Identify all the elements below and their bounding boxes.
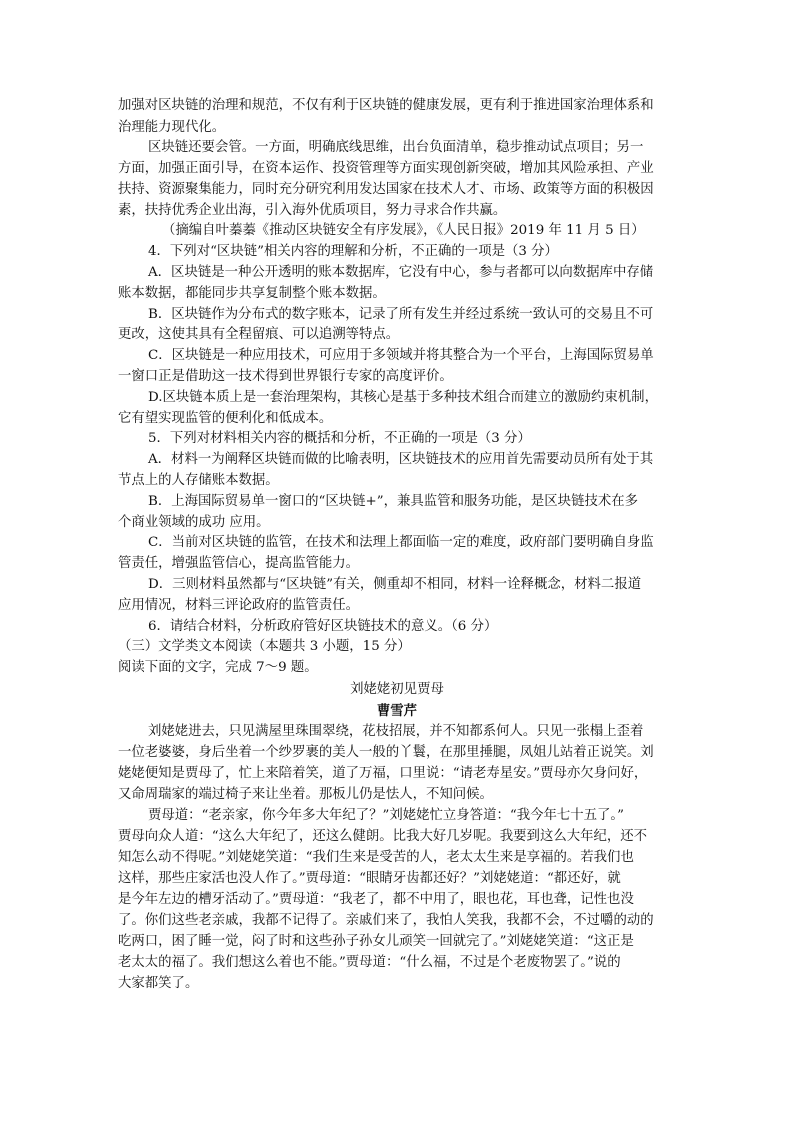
- question-6: 6．请结合材料，分析政府管好区块链技术的意义。（6 分）: [148, 619, 498, 634]
- text-line: 贾母道：“老亲家，你今年多大年纪了？”刘姥姥忙立身答道：“我今年七十五了。”: [148, 808, 624, 823]
- text-line: 应用情况，材料三评论政府的监管责任。: [118, 598, 360, 613]
- option-c: C．当前对区块链的监管，在技术和法理上都面临一定的难度，政府部门要明确自身监: [148, 535, 654, 550]
- text-line: 姥姥便知是贾母了，忙上来陪着笑，道了万福，口里说：“请老寿星安。”贾母亦欠身问好，: [118, 766, 648, 781]
- text-line: 管责任，增强监管信心，提高监管能力。: [118, 556, 360, 571]
- text-line: 大家都笑了。: [118, 976, 199, 991]
- story-title: 刘姥姥初见贾母: [350, 682, 444, 697]
- text-line: 区块链还要会管。一方面，明确底线思维，出台负面清单，稳步推动试点项目；另一: [148, 140, 644, 155]
- text-line: 一位老婆婆，身后坐着一个纱罗裹的美人一般的丫鬟，在那里捶腿，凤姐儿站着正说笑。刘: [118, 745, 654, 760]
- text-line: 个商业领域的成功 应用。: [118, 515, 270, 530]
- text-line: 吃两口，困了睡一觉，闷了时和这些孙子孙女儿顽笑一回就完了。”刘姥姥笑道：“这正是: [118, 934, 634, 949]
- option-b: B．上海国际贸易单一窗口的“区块链+”，兼具监管和服务功能，是区块链技术在多: [148, 494, 639, 509]
- text-line: 账本数据，都能同步共享复制整个账本数据。: [118, 286, 386, 301]
- text-line: 是今年左边的槽牙活动了。”贾母道：“我老了，都不中用了，眼也花，耳也聋，记性也没: [118, 892, 634, 907]
- option-d: D．三则材料虽然都与“区块链”有关，侧重却不相同，材料一诠释概念，材料二报道: [148, 577, 642, 592]
- text-line: 加强对区块链的治理和规范，不仅有利于区块链的健康发展，更有利于推进国家治理体系和: [118, 98, 654, 113]
- text-line: 知怎么动不得呢。”刘姥姥笑道：“我们生来是受苦的人，老太太生来是享福的。若我们也: [118, 850, 634, 865]
- text-line: 它有望实现监管的便利化和低成本。: [118, 411, 333, 426]
- text-line: 一窗口正是借助这一技术得到世界银行专家的高度评价。: [118, 369, 453, 384]
- text-line: 刘姥姥进去，只见满屋里珠围翠绕，花枝招展，并不知都系何人。只见一张榻上歪着: [148, 724, 644, 739]
- section-heading: （三）文学类文本阅读（本题共 3 小题，15 分）: [118, 639, 411, 654]
- instruction: 阅读下面的文字，完成 7～9 题。: [118, 660, 318, 675]
- story-author: 曹雪芹: [376, 703, 418, 719]
- text-line: 这样，那些庄家活也没人作了。”贾母道：“眼睛牙齿都还好？”刘姥姥道：“都还好，就: [118, 871, 621, 886]
- question-5: 5．下列对材料相关内容的概括和分析，不正确的一项是（3 分）: [148, 431, 531, 446]
- text-line: 节点上的人存储账本数据。: [118, 473, 279, 488]
- option-a: A．材料一为阐释区块链而做的比喻表明，区块链技术的应用首先需要动员所有处于其: [148, 452, 654, 467]
- option-d: D.区块链本质上是一套治理架构，其核心是基于多种技术组合而建立的激励约束机制，: [148, 390, 658, 405]
- text-line: 治理能力现代化。: [118, 120, 226, 135]
- text-line: 贾母向众人道：“这么大年纪了，还这么健朗。比我大好几岁呢。我要到这么大年纪，还不: [118, 829, 648, 844]
- text-line: 了。你们这些老亲戚，我都不记得了。亲戚们来了，我怕人笑我，我都不会，不过嚼的动的: [118, 913, 654, 928]
- text-line: 扶持、资源聚集能力，同时充分研究利用发达国家在技术人才、市场、政策等方面的积极因: [118, 182, 654, 197]
- option-c: C．区块链是一种应用技术，可应用于多领域并将其整合为一个平台，上海国际贸易单: [148, 348, 654, 363]
- text-line: 老太太的福了。我们想这么着也不能。”贾母道：“什么福，不过是个老废物罢了。”说的: [118, 955, 621, 970]
- text-line: 方面，加强正面引导，在资本运作、投资管理等方面实现创新突破，增加其风险承担、产业: [118, 161, 654, 176]
- text-line: 素，扶持优秀企业出海，引入海外优质项目，努力寻求合作共赢。: [118, 203, 507, 218]
- source-citation: （摘编自叶蓁蓁《推动区块链安全有序发展》，《人民日报》2019 年 11 月 5 日）: [162, 223, 645, 238]
- question-4: 4．下列对“区块链”相关内容的理解和分析，不正确的一项是（3 分）: [148, 244, 558, 259]
- option-b: B．区块链作为分布式的数字账本，记录了所有发生并经过系统一致认可的交易且不可: [148, 307, 654, 322]
- option-a: A．区块链是一种公开透明的账本数据库，它没有中心，参与者都可以向数据库中存储: [148, 265, 654, 280]
- text-line: 又命周瑞家的端过椅子来让坐着。那板儿仍是怯人，不知问候。: [118, 787, 493, 802]
- text-line: 更改，这使其具有全程留痕、可以追溯等特点。: [118, 327, 400, 342]
